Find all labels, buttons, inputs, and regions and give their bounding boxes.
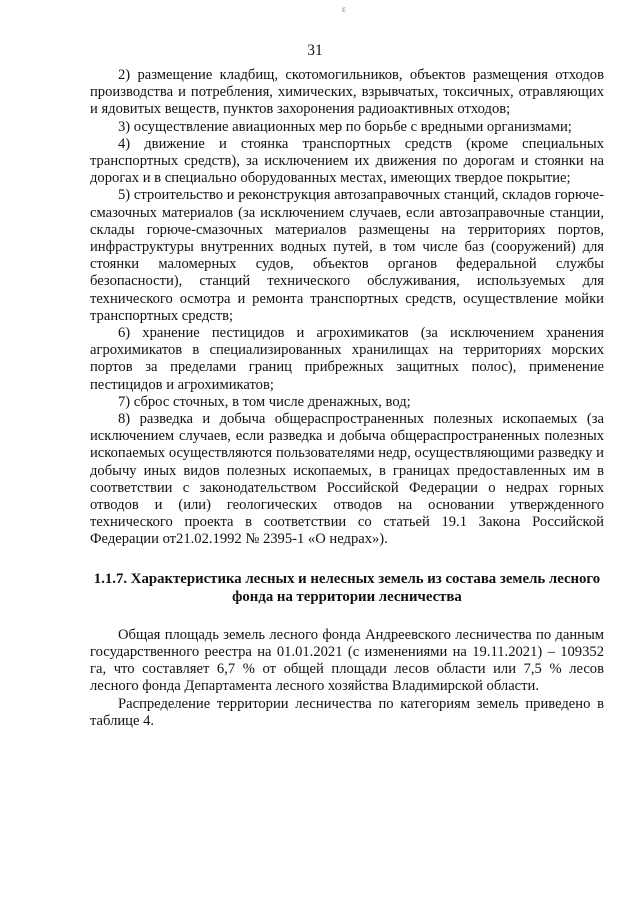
list-paragraph-6: 6) хранение пестицидов и агрохимикатов (за исключением хранения агрохимикатов в специализированных хранилищах на территориях морских портов за пределами границ прибрежных защитных полос), применение пестицидов и агрохимикатов; — [90, 325, 604, 393]
top-scan-mark: ε — [342, 4, 346, 14]
section-paragraph-area: Общая площадь земель лесного фонда Андреевского лесничества по данным государственного реестра на 01.01.2021 (с изменениями на 19.11.2021) – 109352 га, что составляет 6,7 % от общей площади лесов области или 7,5 % лесов лесного фонда Департамента лесного хозяйства Владимирской области. — [90, 626, 604, 695]
list-paragraph-7: 7) сброс сточных, в том числе дренажных, вод; — [118, 393, 411, 410]
list-paragraph-2: 2) размещение кладбищ, скотомогильников, объектов размещения отходов производства и потребления, химических, взрывчатых, токсичных, отравляющих и ядовитых веществ, пунктов захоронения радиоактивных отходов; — [90, 67, 604, 118]
section-heading — [90, 570, 604, 607]
page-number: 31 — [307, 42, 323, 59]
list-paragraph-8: 8) разведка и добыча общераспространенных полезных ископаемых (за исключением случаев, если разведка и добыча общераспространенных полезных ископаемых осуществляются пользователями недр, осуществляющими разведку и добычу иных видов полезных ископаемых, в границах предоставленных им в соответствии с законодательством Российской Федерации о недрах горных отводов и (или) геологических отводов на основании утвержденного технического проекта в соответствии со статьей 19.1 Закона Российской Федерации от21.02.1992 № 2395-1 «О недрах»). — [90, 411, 604, 548]
section-spacer-top — [90, 549, 604, 570]
list-paragraph-4: 4) движение и стоянка транспортных средств (кроме специальных транспортных средств), за исключением их движения по дорогам и стоянки на дорогах и в специально оборудованных местах, имеющих твердое покрытие; — [90, 135, 604, 187]
section-heading-line-2: фонда на территории лесничества — [232, 589, 462, 606]
list-paragraph-5: 5) строительство и реконструкция автозаправочных станций, складов горюче-смазочных материалов (за исключением случаев, если автозаправочные станции, склады горюче-смазочных материалов размещены на территориях портов, инфраструктуры внутренних водных путей, в том числе баз (сооружений) для стоянки маломерных судов, объектов органов федеральной службы безопасности), станций технического обслуживания, используемых для технического осмотра и ремонта транспортных средств, осуществление мойки транспортных средств; — [90, 187, 604, 324]
document-body — [90, 67, 604, 730]
section-heading-line-1: 1.1.7. Характеристика лесных и нелесных земель из состава земель лесного — [93, 570, 601, 587]
list-paragraph-3: 3) осуществление авиационных мер по борьбе с вредными организмами; — [118, 118, 572, 135]
section-spacer-bottom — [90, 607, 604, 627]
section-paragraph-table-reference: Распределение территории лесничества по категориям земель приведено в таблице 4. — [90, 695, 604, 729]
